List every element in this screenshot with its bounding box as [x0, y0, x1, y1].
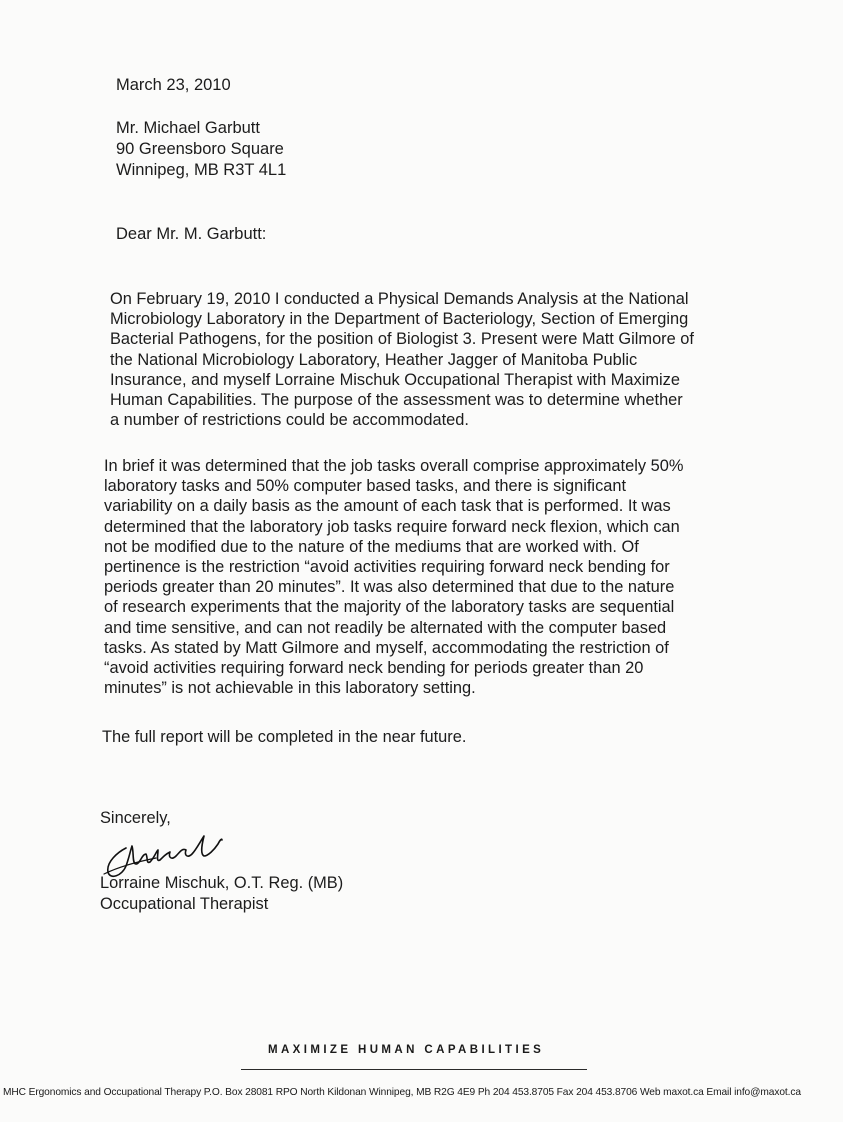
footer-divider — [241, 1069, 587, 1070]
signer-block — [100, 873, 343, 914]
paragraph-line: variability on a daily basis as the amount of each task that is performed. It was — [104, 497, 671, 516]
recipient-city: Winnipeg, MB R3T 4L1 — [116, 161, 287, 179]
salutation: Dear Mr. M. Garbutt: — [116, 225, 267, 243]
letter-date: March 23, 2010 — [116, 76, 231, 94]
paragraph-line: tasks. As stated by Matt Gilmore and myself, accommodating the restriction of — [104, 638, 669, 657]
signer-title: Occupational Therapist — [100, 894, 269, 913]
paragraph-line: and time sensitive, and can not readily be alternated with the computer based — [104, 618, 667, 637]
paragraph-line: laboratory tasks and 50% computer based tasks, and there is significant — [104, 477, 627, 496]
paragraph-line: determined that the laboratory job tasks require forward neck flexion, which can — [104, 517, 680, 536]
recipient-address — [116, 118, 286, 181]
recipient-street: 90 Greensboro Square — [116, 140, 284, 158]
closing: Sincerely, — [100, 809, 171, 827]
paragraph-line: not be modified due to the nature of the mediums that are worked with. Of — [104, 537, 639, 556]
paragraph-line: Microbiology Laboratory in the Department of Bacteriology, Section of Emerging — [110, 310, 689, 329]
paragraph-line: In brief it was determined that the job tasks overall comprise approximately 50% — [104, 457, 684, 475]
footer-contact-info: MHC Ergonomics and Occupational Therapy P.O. Box 28081 RPO North Kildonan Winnipeg, MB R2G 4E9 Ph 204 453.8705 Fax 204 453.8706 Web maxot.ca Email info@maxot.ca — [3, 1087, 801, 1098]
paragraph-report-note: The full report will be completed in the near future. — [102, 728, 467, 746]
signer-name: Lorraine Mischuk, O.T. Reg. (MB) — [100, 874, 344, 892]
paragraph-line: pertinence is the restriction “avoid activities requiring forward neck bending for — [104, 558, 670, 577]
paragraph-line: Bacterial Pathogens, for the position of Biologist 3. Present were Matt Gilmore of — [110, 330, 694, 349]
paragraph-line: minutes” is not achievable in this laboratory setting. — [104, 679, 476, 698]
paragraph-line: On February 19, 2010 I conducted a Physical Demands Analysis at the National — [110, 290, 689, 308]
paragraph-line: Insurance, and myself Lorraine Mischuk Occupational Therapist with Maximize — [110, 370, 680, 389]
paragraph-line: “avoid activities requiring forward neck bending for periods greater than 20 — [104, 659, 644, 678]
paragraph-line: Human Capabilities. The purpose of the assessment was to determine whether — [110, 391, 683, 410]
footer-brand: MAXIMIZE HUMAN CAPABILITIES — [268, 1044, 545, 1056]
paragraph-line: a number of restrictions could be accommodated. — [110, 411, 469, 430]
paragraph-line: periods greater than 20 minutes”. It was also determined that due to the nature — [104, 578, 675, 597]
paragraph-line: the National Microbiology Laboratory, Heather Jagger of Manitoba Public — [110, 350, 638, 369]
paragraph-line: of research experiments that the majority of the laboratory tasks are sequential — [104, 598, 675, 617]
paragraph-findings — [104, 456, 683, 698]
recipient-name: Mr. Michael Garbutt — [116, 119, 260, 137]
paragraph-intro — [110, 289, 694, 430]
